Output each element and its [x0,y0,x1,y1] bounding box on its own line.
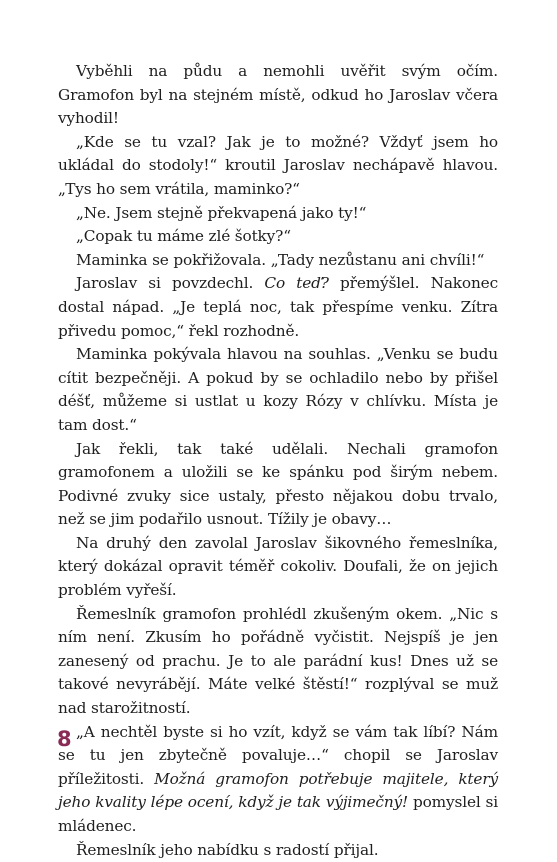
paragraph: „Ne. Jsem stejně překvapená jako ty!“ [76,203,367,222]
paragraph: Řemeslník gramofon prohlédl zkušeným okem. „Nic s ním není. Zkusím ho pořádně vyčistit. Nejspíš je jen zanesený od prachu. Je to ale parádní kus! Dnes už se takové nevyrábějí. Máte velké štěstí!“ rozplýval se muž nad starožitností. [58,604,498,718]
paragraph: Jak řekli, tak také udělali. Nechali gramofon gramofonem a uložili se ke spánku pod širým nebem. Podivné zvuky sice ustaly, přesto nějakou dobu trvalo, než se jim podařilo usnout. Tížily je obavy… [58,439,498,529]
body-text [58,60,498,862]
paragraph: Vyběhli na půdu a nemohli uvěřit svým očím. Gramofon byl na stejném místě, odkud ho Jaroslav včera vyhodil! [58,62,498,128]
paragraph: „Kde se tu vzal? Jak je to možné? Vždyť jsem ho ukládal do stodoly!“ kroutil Jaroslav nechápavě hlavou. „Tys ho sem vrátila, maminko?“ [58,132,498,198]
paragraph: Maminka se pokřižovala. „Tady nezůstanu ani chvíli!“ [76,250,485,269]
paragraph: „A nechtěl byste si ho vzít, když se vám tak líbí? Nám se tu jen zbytečně povaluje…“ chopil se Jaroslav příležitosti. Možná gramofon potřebuje majitele, který jeho kvality lépe ocení, když je tak výjimečný! pomyslel si mládenec. [58,722,498,835]
paragraph: „Copak tu máme zlé šotky?“ [76,227,291,246]
paragraph: Jaroslav si povzdechl. Co teď? přemýšlel. Nakonec dostal nápad. „Je teplá noc, tak přespíme venku. Zítra přivedu pomoc,“ řekl rozhodně. [58,274,498,340]
page-number: 8 [57,727,72,751]
paragraph: Maminka pokývala hlavou na souhlas. „Venku se budu cítit bezpečněji. A pokud by se ochladilo nebo by přišel déšť, můžeme si ustlat u kozy Rózy v chlívku. Místa je tam dost.“ [58,345,498,434]
paragraph: Na druhý den zavolal Jaroslav šikovného řemeslníka, který dokázal opravit téměř cokoliv. Doufali, že on jejich problém vyřeší. [58,533,498,600]
paragraph: Řemeslník jeho nabídku s radostí přijal. [76,840,379,859]
